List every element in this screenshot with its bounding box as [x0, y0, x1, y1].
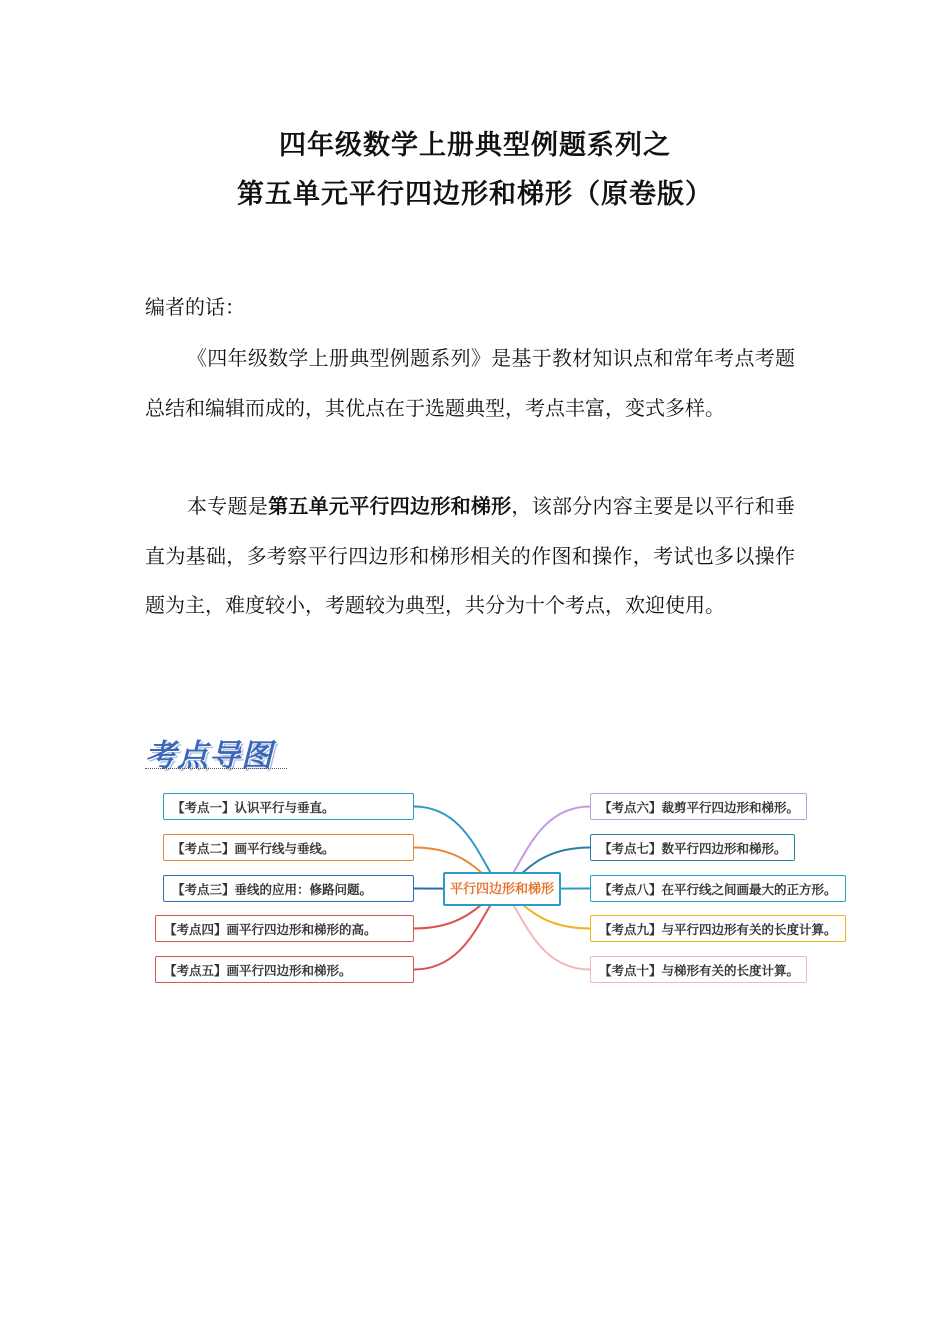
mindmap-node-left-4: 【考点四】画平行四边形和梯形的高。 — [155, 915, 414, 942]
p2-text-start: 本专题是 — [187, 494, 269, 518]
intro-paragraph-1: 《四年级数学上册典型例题系列》是基于教材知识点和常年考点考题总结和编辑而成的，其优点在于选题典型，考点丰富，变式多样。 — [145, 346, 795, 420]
mindmap-center-node: 平行四边形和梯形 — [443, 872, 561, 906]
mindmap-node-right-3: 【考点八】在平行线之间画最大的正方形。 — [590, 875, 846, 902]
mindmap-node-right-5: 【考点十】与梯形有关的长度计算。 — [590, 956, 807, 983]
mindmap-heading-underline — [145, 768, 287, 769]
p2-bold-topic: 第五单元平行四边形和梯形 — [268, 494, 512, 518]
document-title-line1: 四年级数学上册典型例题系列之 — [279, 130, 671, 161]
mindmap-node-left-2: 【考点二】画平行线与垂线。 — [163, 834, 414, 861]
mindmap — [0, 780, 950, 1000]
p2-text-end: ，该部分内容主要是以平行和垂直为基础，多考察平行四边形和梯形相关的作图和操作，考试也多以操作题为主，难度较小，考题较为典型，共分为十个考点，欢迎使用。 — [145, 494, 796, 617]
mindmap-node-left-5: 【考点五】画平行四边形和梯形。 — [155, 956, 414, 983]
document-title-line2: 第五单元平行四边形和梯形（原卷版） — [237, 179, 713, 210]
mindmap-node-left-1: 【考点一】认识平行与垂直。 — [163, 793, 414, 820]
mindmap-heading: 考点导图 — [145, 738, 273, 774]
mindmap-node-right-4: 【考点九】与平行四边形有关的长度计算。 — [590, 915, 846, 942]
mindmap-node-left-3: 【考点三】垂线的应用：修路问题。 — [163, 875, 414, 902]
mindmap-node-right-2: 【考点七】数平行四边形和梯形。 — [590, 834, 795, 861]
editor-note-label: 编者的话： — [145, 295, 245, 319]
mindmap-node-right-1: 【考点六】裁剪平行四边形和梯形。 — [590, 793, 807, 820]
intro-paragraph-2 — [145, 482, 795, 631]
